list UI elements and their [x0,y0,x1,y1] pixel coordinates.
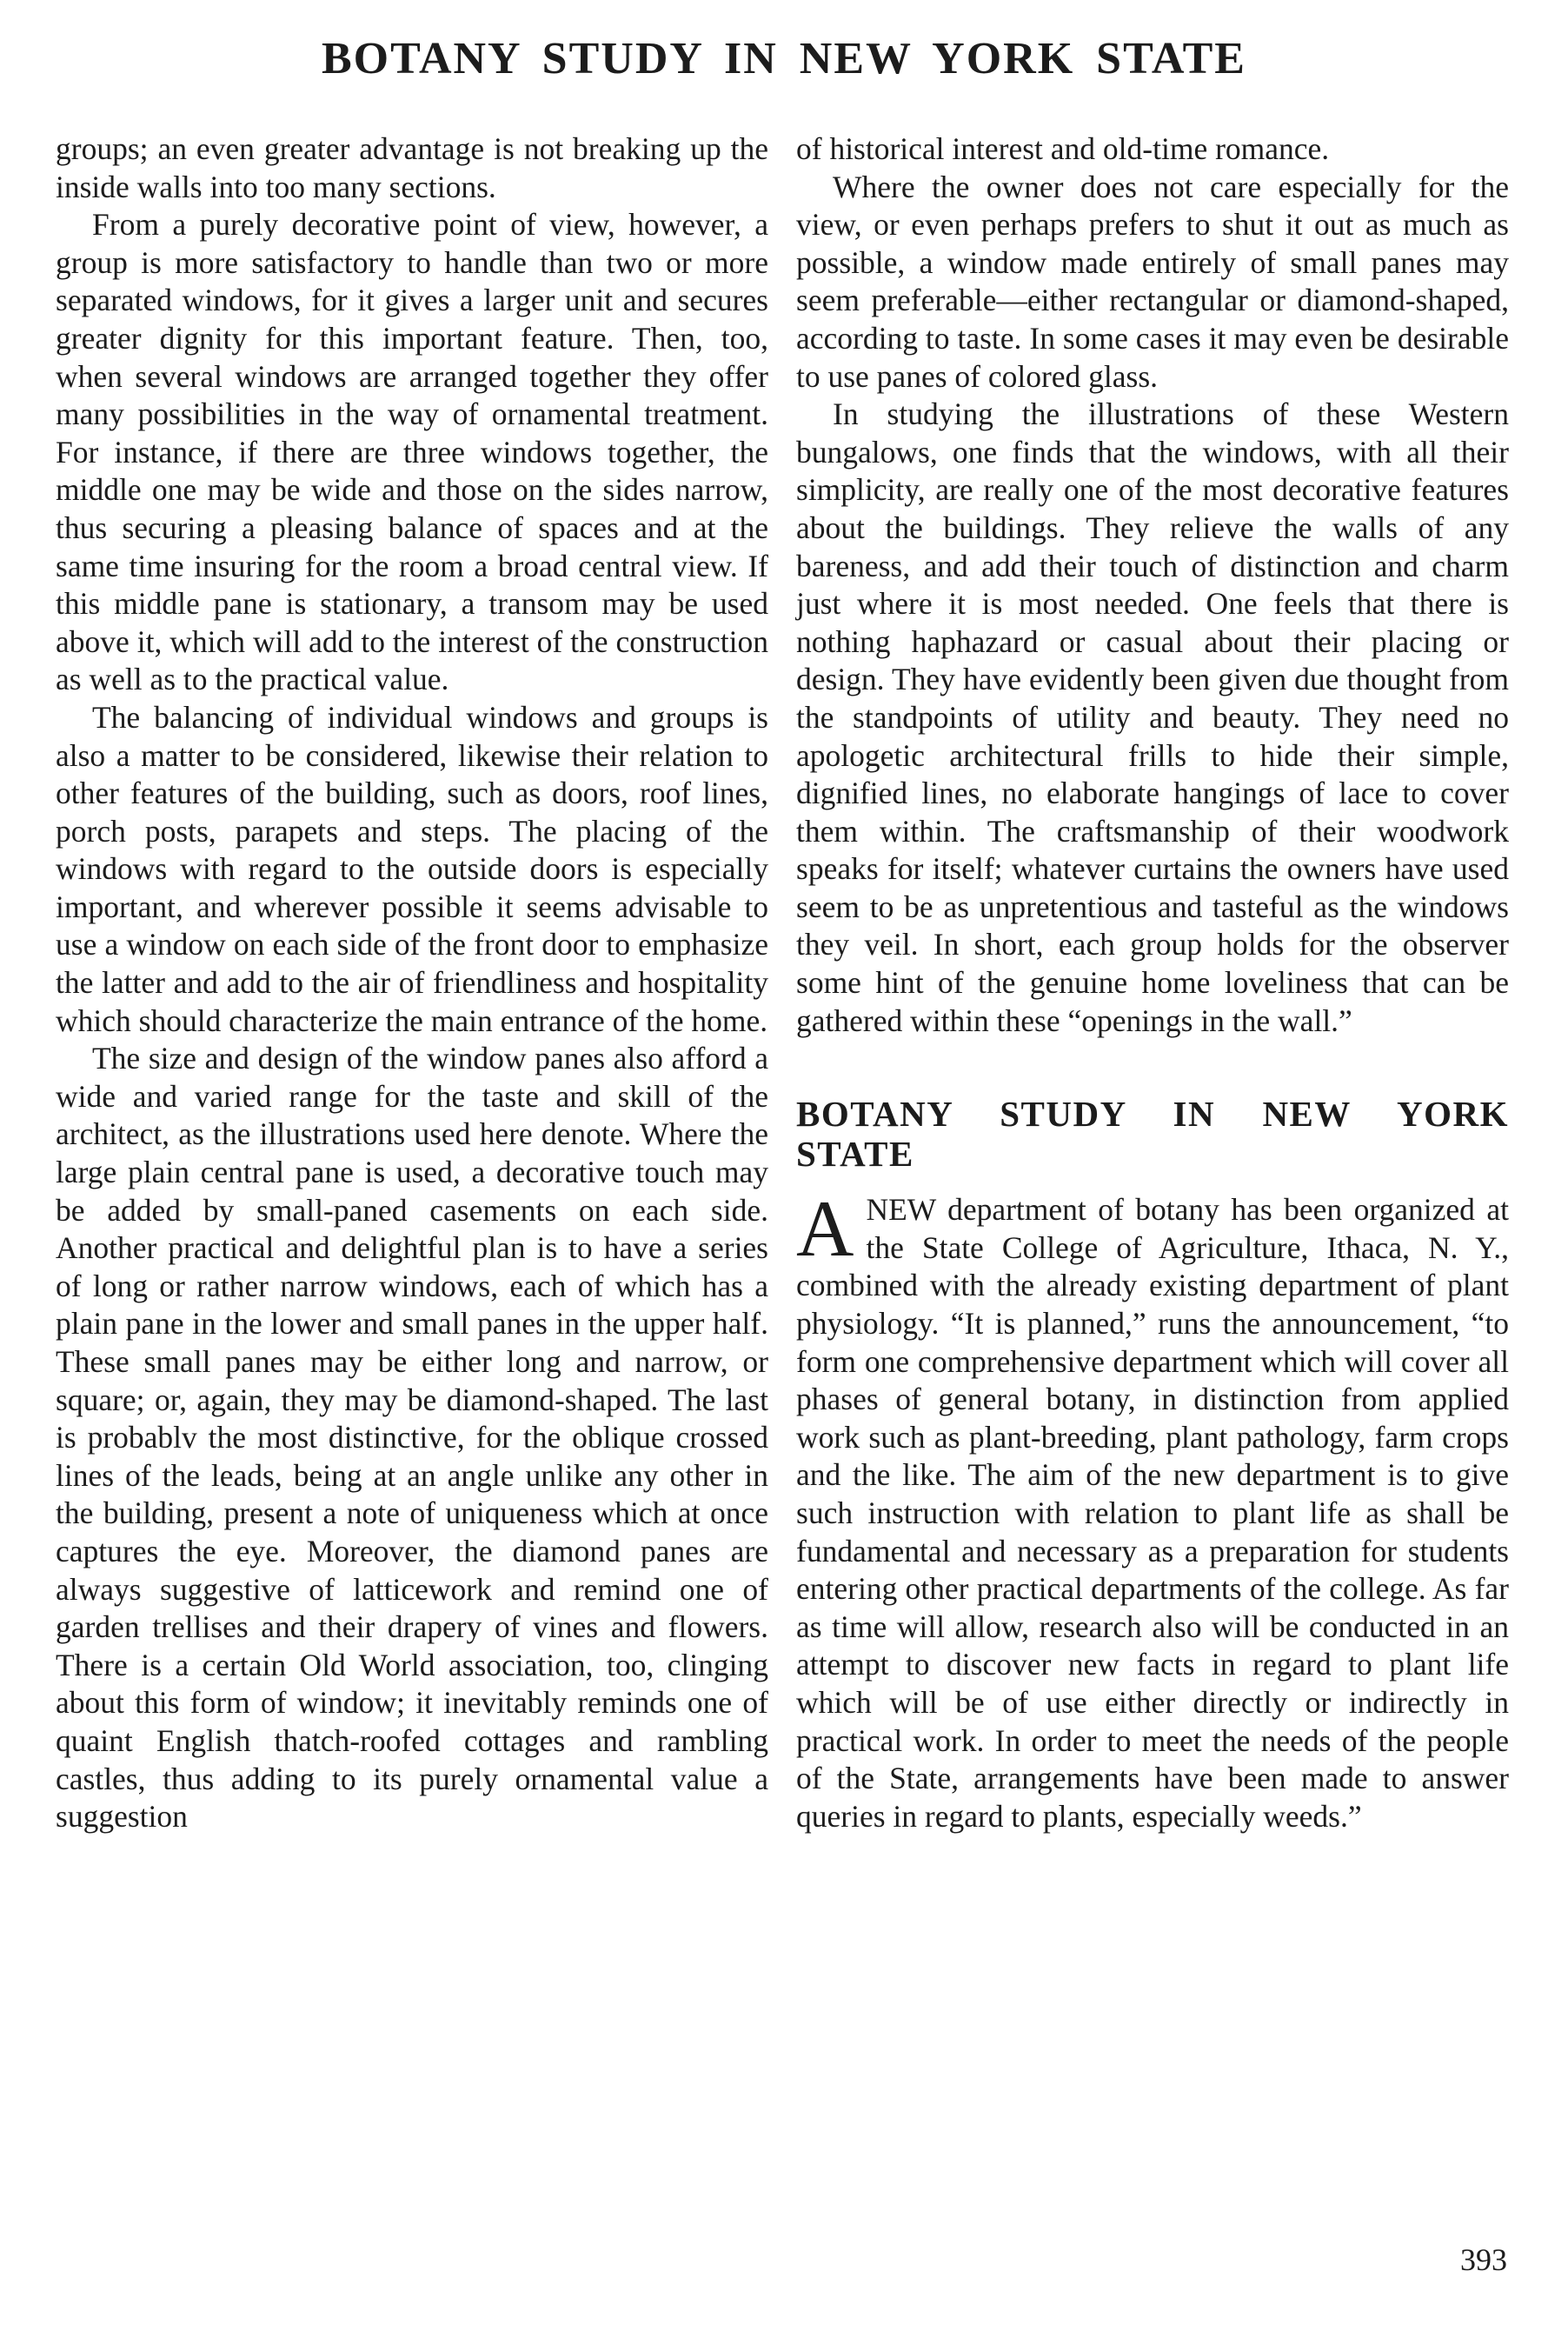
paragraph: The size and design of the window panes also afford a wide and varied range for the taste and skill of the architect, as the illustrations used here denote. Where the large plain central pane is used, a decorative touch may be added by small-paned casements on each side. Another practical and delightful plan is to have a series of long or rather narrow windows, each of which has a plain pane in the lower and small panes in the upper half. These small panes may be either long and narrow, or square; or, again, they may be diamond-shaped. The last is probablv the most distinctive, for the oblique crossed lines of the leads, being at an angle unlike any other in the building, present a note of uniqueness which at once captures the eye. Moreover, the diamond panes are always suggestive of latticework and remind one of garden trellises and their drapery of vines and flowers. There is a certain Old World association, too, clinging about this form of window; it inevitably reminds one of quaint English thatch-roofed cottages and rambling castles, thus adding to its purely ornamental value a suggestion [56,1041,768,1835]
paragraph: of historical interest and old-time romance. [796,131,1330,166]
page-number: 393 [1460,2242,1507,2277]
drop-cap: A [796,1184,854,1274]
left-column [56,130,768,1836]
paragraph: The balancing of individual windows and groups is also a matter to be considered, likewise their relation to other features of the building, such as doors, roof lines, porch posts, parapets and steps. The placing of the windows with regard to the outside doors is especially important, and wherever possible it seems advisable to use a window on each side of the front door to emphasize the latter and add to the air of friendliness and hospitality which should characterize the main entrance of the home. [56,699,768,1038]
running-head: BOTANY STUDY IN NEW YORK STATE [322,34,1246,83]
paragraph: groups; an even greater advantage is not breaking up the inside walls into too many sections. [56,131,768,204]
article-body: NEW department of botany has been organized at the State College of Agriculture, Ithaca, N. Y., combined with the already existing department of plant physiology. “It is planned,” runs the announcement, “to form one comprehensive department which will cover all phases of general botany, in distinction from applied work such as plant-breeding, plant pathology, farm crops and the like. The aim of the new department is to give such instruction with relation to plant life as shall be fundamental and necessary as a preparation for students entering other practical departments of the college. As far as time will allow, research also will be conducted in an attempt to discover new facts in regard to plant life which will be of use either directly or indirectly in practical work. In order to meet the needs of the people of the State, arrangements have been made to answer queries in regard to plants, especially weeds.” [796,1192,1509,1834]
paragraph: From a purely decorative point of view, however, a group is more satisfactory to handle than two or more separated windows, for it gives a larger unit and secures greater dignity for this important feature. Then, too, when several windows are arranged together they offer many possibilities in the way of ornamental treatment. For instance, if there are three windows together, the middle one may be wide and those on the sides narrow, thus securing a pleasing balance of spaces and at the same time insuring for the room a broad central view. If this middle pane is stationary, a transom may be used above it, which will add to the interest of the construction as well as to the practical value. [56,207,768,697]
paragraph: Where the owner does not care especially for the view, or even perhaps prefers to shut it out as much as possible, a window made entirely of small panes may seem preferable—either rectangular or diamond-shaped, according to taste. In some cases it may even be desirable to use panes of colored glass. [796,169,1509,394]
right-column [796,130,1509,1835]
paragraph: In studying the illustrations of these Western bungalows, one finds that the windows, with all their simplicity, are really one of the most decorative features about the buildings. They relieve the walls of any bareness, and add their touch of distinction and charm just where it is most needed. One feels that there is nothing haphazard or casual about their placing or design. They have evidently been given due thought from the standpoints of utility and beauty. They need no apologetic architectural frills to hide their simple, dignified lines, no elaborate hangings of lace to cover them within. The craftsmanship of their woodwork speaks for itself; whatever curtains the owners have used seem to be as unpretentious and tasteful as the windows they veil. In short, each group holds for the observer some hint of the genuine home loveliness that can be gathered within these “openings in the wall.” [796,396,1509,1038]
article-lead-paragraph [796,1184,1509,1835]
article-title: BOTANY STUDY IN NEW YORK STATE [796,1094,1509,1175]
